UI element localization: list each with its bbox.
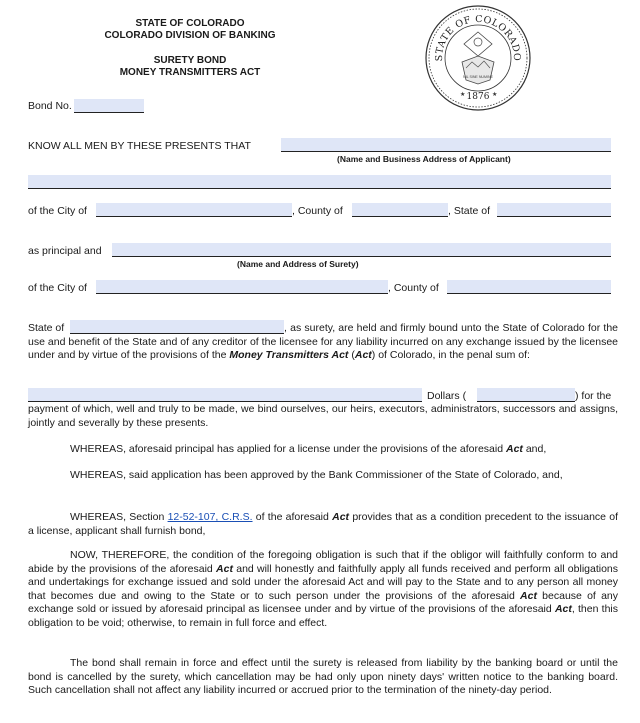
state-seal-icon [424, 4, 532, 112]
dollars-label: Dollars ( [427, 390, 467, 402]
surety-city-field[interactable] [96, 280, 388, 294]
bond-duration-paragraph: The bond shall remain in force and effect until the surety is released from liability by the banking board or until the bond is cancelled by the surety, which cancellation may be had only upon ninety days' written notice to the banking board. Such cancellation shall not affect any liability incurred or accrued prior to the termination of the ninety-day period. [28, 657, 618, 697]
svg-text:★: ★ [460, 92, 466, 98]
header-division: COLORADO DIVISION OF BANKING [104, 30, 276, 41]
now-therefore-paragraph: NOW, THEREFORE, the condition of the foregoing obligation is such that if the obligor will faithfully conform to and abide by the provisions of the aforesaid Act and will honestly and faithfully apply all funds received and perform all obligations and undertakings for exchange issued and sold under the aforesaid Act and will pay to the State and to any person all money that becomes due and owing to the State or to such person under the provisions of the aforesaid Act because of any exchange sold or issued by aforesaid principal as licensee under and by virtue of the provisions of the aforesaid Act, then this obligation to be void; otherwise, to remain in full force and effect. [28, 549, 619, 629]
surety-paragraph: , as surety, are held and firmly bound unto the State of Colorado for the use and benefit of the State and of any creditor of the licensee for any liability incurred on any exchange issued by the licensee under and by virtue of the provisions of the Money Transmitters Act (Act) of Colorado, in the penal sum of: [28, 322, 618, 362]
crs-link[interactable]: 12-52-107, C.R.S. [167, 511, 253, 523]
know-all-label: KNOW ALL MEN BY THESE PRESENTS THAT [28, 140, 251, 152]
county-label-2: , County of [388, 282, 439, 294]
penal-sum-amount-field[interactable] [477, 388, 575, 402]
applicant-address-field[interactable] [28, 175, 611, 189]
applicant-caption: (Name and Business Address of Applicant) [337, 154, 511, 164]
bond-no-label: Bond No. [28, 100, 72, 112]
applicant-city-field[interactable] [96, 203, 292, 217]
whereas-application-paragraph: WHEREAS, aforesaid principal has applied for a license under the provisions of the aforesaid Act and, [70, 443, 547, 455]
penal-sum-words-field[interactable] [28, 388, 422, 402]
payment-paragraph: payment of which, well and truly to be made, we bind ourselves, our heirs, executors, administrators, successors and assigns, jointly and severally by these presents. [28, 403, 618, 429]
svg-text:★: ★ [492, 92, 498, 98]
state-label: , State of [448, 205, 491, 217]
bond-no-field[interactable] [74, 99, 144, 113]
seal-year: 1876 [466, 92, 490, 102]
seal-top-text: STATE OF COLORADO [433, 13, 523, 62]
city-label-2: of the City of [28, 282, 87, 294]
applicant-state-field[interactable] [497, 203, 611, 217]
surety-county-field[interactable] [447, 280, 611, 294]
header-state: STATE OF COLORADO [135, 18, 245, 29]
surety-caption: (Name and Address of Surety) [237, 259, 359, 269]
state-of-label: State of [28, 322, 65, 334]
header-subtitle: MONEY TRANSMITTERS ACT [119, 67, 261, 78]
surety-name-field[interactable] [112, 243, 611, 257]
principal-label: as principal and [28, 245, 102, 257]
applicant-name-field[interactable] [281, 138, 611, 152]
header-title: SURETY BOND [153, 55, 227, 66]
seal-motto: NIL SINE NUMINE [462, 75, 494, 79]
whereas-section-paragraph: WHEREAS, Section 12-52-107, C.R.S. of the aforesaid Act provides that as a condition precedent to the issuance of a license, applicant shall furnish bond, [28, 511, 619, 537]
whereas-approval-paragraph: WHEREAS, said application has been approved by the Bank Commissioner of the State of Colorado, and, [70, 469, 563, 481]
for-the-label: ) for the [575, 390, 612, 402]
applicant-county-field[interactable] [352, 203, 448, 217]
city-label: of the City of [28, 205, 87, 217]
county-label: , County of [292, 205, 343, 217]
